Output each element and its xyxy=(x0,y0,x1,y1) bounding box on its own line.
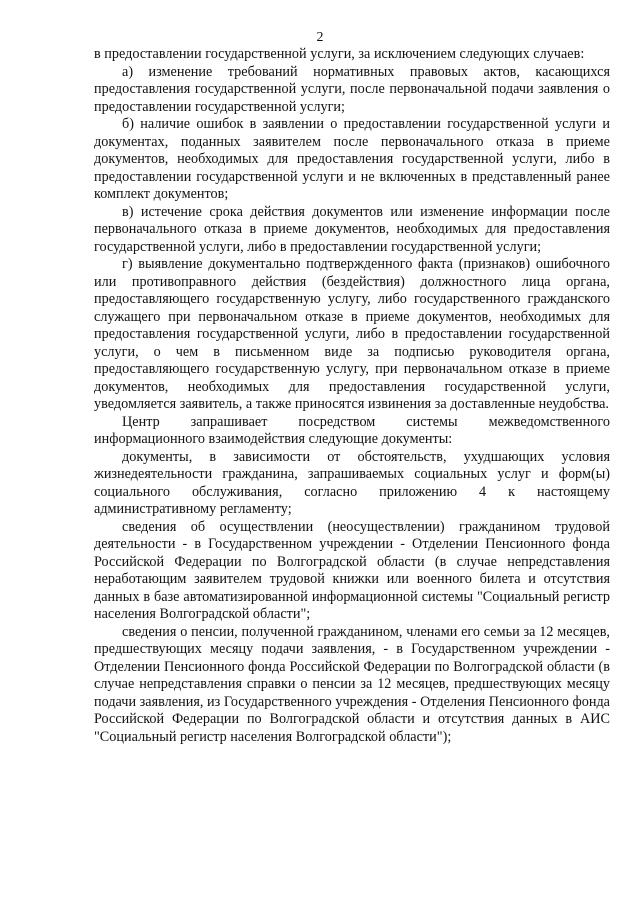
paragraph-item-v: в) истечение срока действия документов или изменение информации после первоначального отказа в приеме документов, необходимых для предоставления государственной услуги, либо в предоставлении государственной услуги; xyxy=(94,203,610,255)
paragraph-center-request: Центр запрашивает посредством системы межведомственного информационного взаимодействия следующие документы: xyxy=(94,413,610,447)
paragraph-item-g: г) выявление документально подтвержденного факта (признаков) ошибочного или противоправного действия (бездействия) должностного лица органа, предоставляющего государственную услугу, либо государственного гражданского служащего при первоначальном отказе в приеме документов, необходимых для предоставления государственной услуги, либо в предоставлении государственной услуги, о чем в письменном виде за подписью руководителя органа, предоставляющего государственную услугу, при первоначальном отказе в приеме документов, необходимых для предоставления государственной услуги, уведомляется заявитель, а также приносятся извинения за доставленные неудобства. xyxy=(94,256,610,412)
paragraph-documents: документы, в зависимости от обстоятельств, ухудшающих условия жизнедеятельности гражданина, запрашиваемых социальных услуг и форм(ы) социального обслуживания, согласно приложению 4 к настоящему административному регламенту; xyxy=(94,448,610,517)
document-body xyxy=(94,46,610,746)
paragraph-pension-info: сведения о пенсии, полученной гражданином, членами его семьи за 12 месяцев, предшествующих месяцу подачи заявления, - в Государственном учреждении - Отделении Пенсионного фонда Российской Федерации по Волгоградской области (в случае непредставления справки о пенсии за 12 месяцев, предшествующих месяцу подачи заявления, из Государственного учреждения - Отделения Пенсионного фонда Российской Федерации по Волгоградской области и отсутствия данных в АИС "Социальный регистр населения Волгоградской области"); xyxy=(94,623,610,745)
page-number: 2 xyxy=(316,30,324,45)
paragraph-continuation: в предоставлении государственной услуги, за исключением следующих случаев: xyxy=(94,46,585,62)
paragraph-item-a: а) изменение требований нормативных правовых актов, касающихся предоставления государственной услуги, после первоначальной подачи заявления о предоставлении государственной услуги; xyxy=(94,63,610,115)
paragraph-employment-info: сведения об осуществлении (неосуществлении) гражданином трудовой деятельности - в Государственном учреждении - Отделении Пенсионного фонда Российской Федерации по Волгоградской области (в случае непредставления неработающим заявителем трудовой книжки или военного билета и отсутствия данных в базе автоматизированной информационной системы "Социальный регистр населения Волгоградской области"; xyxy=(94,518,610,622)
paragraph-item-b: б) наличие ошибок в заявлении о предоставлении государственной услуги и документах, поданных заявителем после первоначального отказа в приеме документов, необходимых для предоставления государственной услуги, либо в предоставлении государственной услуги и не включенных в представленный ранее комплект документов; xyxy=(94,116,610,202)
